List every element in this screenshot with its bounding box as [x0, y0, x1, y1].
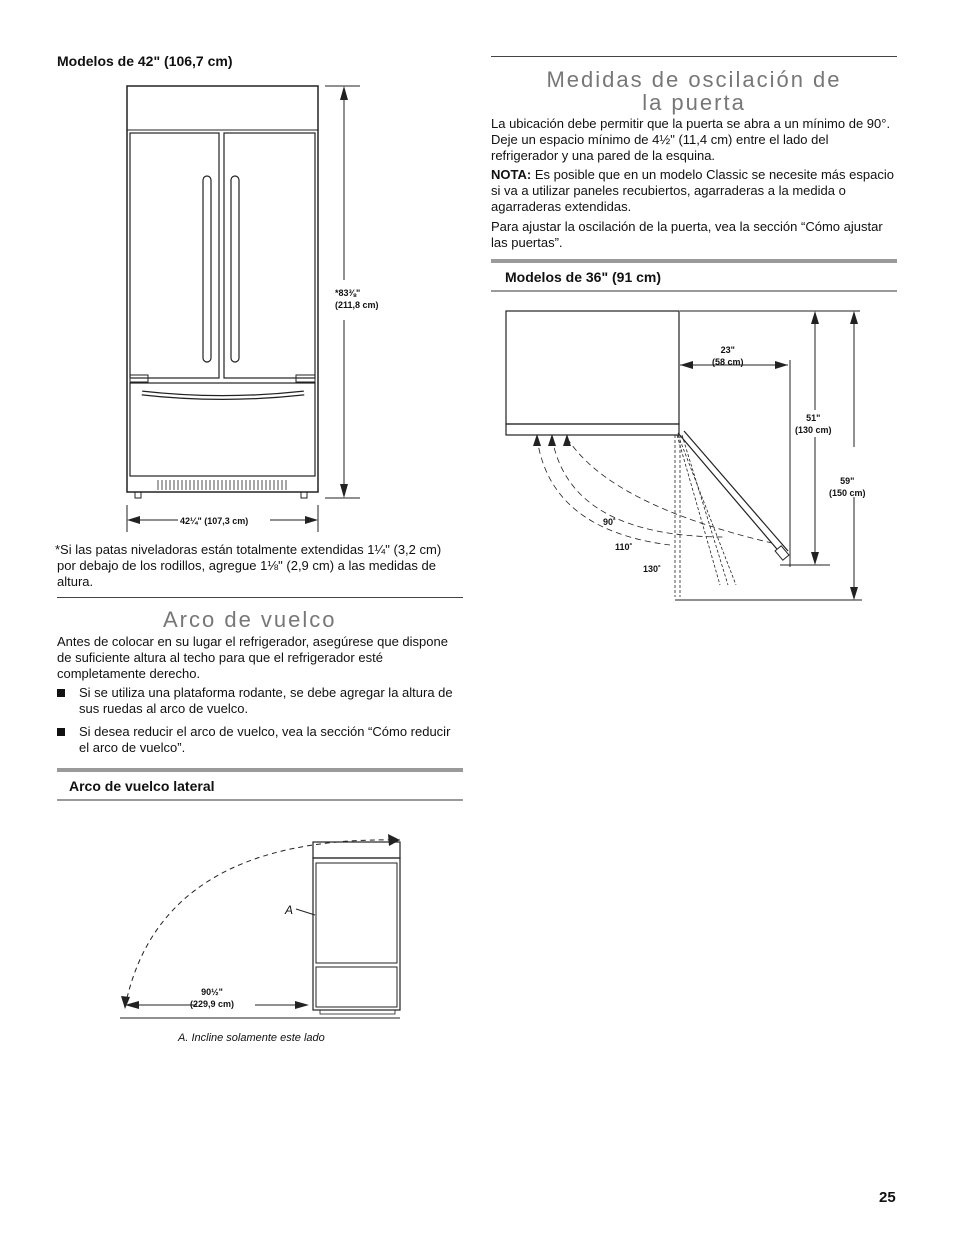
dim-51-line2: (130 cm)	[795, 425, 832, 435]
angle-90-label: 90˚	[603, 517, 617, 527]
divider-swing	[491, 56, 897, 57]
nota-text: Es posible que en un modelo Classic se necesite más espacio si va a utilizar paneles recubiertos, agarraderas a la medida o agarraderas extendidas.	[491, 167, 894, 214]
dim-59-line1: 59"	[840, 476, 855, 486]
angle-110-label: 110˚	[615, 542, 633, 552]
dim-59-line2: (150 cm)	[829, 488, 866, 498]
divider-tip	[57, 597, 463, 598]
bullet-marker	[57, 728, 65, 736]
dim-tip-line1: 90½"	[201, 987, 223, 997]
heading-bar-bottom	[57, 799, 463, 801]
dim-51	[795, 412, 832, 436]
bullet-item-2: Si desea reducir el arco de vuelco, vea la sección “Cómo reducir el arco de vuelco”.	[79, 724, 451, 755]
footnote: *Si las patas niveladoras están totalmente extendidas 1¼" (3,2 cm) por debajo de los rodillos, agregue 1⅛" (2,9 cm) a las medidas de altura.	[55, 542, 442, 589]
swing-para1: La ubicación debe permitir que la puerta se abra a un mínimo de 90°. Deje un espacio mínimo de 4½" (11,4 cm) entre el lado del refrigerador y una pared de la esquina.	[491, 116, 891, 163]
tilt-arc-diagram	[110, 815, 410, 1025]
dim-59	[829, 475, 866, 499]
swing-title	[491, 68, 897, 114]
bullet-item-1: Si se utiliza una plataforma rodante, se debe agregar la altura de sus ruedas al arco de vuelco.	[79, 685, 453, 716]
bullet-marker	[57, 689, 65, 697]
dim-23	[712, 344, 744, 368]
heading-bar-top	[491, 259, 897, 263]
tip-arc-title: Arco de vuelco	[163, 607, 337, 632]
swing-para3: Para ajustar la oscilación de la puerta, vea la sección “Cómo ajustar las puertas”.	[491, 219, 883, 250]
angle-130-label: 130˚	[643, 564, 662, 574]
dim-51-line1: 51"	[806, 413, 821, 423]
swing-title-line1: Medidas de oscilación de	[546, 67, 842, 92]
caption-a: A. Incline solamente este lado	[178, 1032, 325, 1044]
page-number: 25	[879, 1189, 896, 1206]
dim-width-42: 42¼" (107,3 cm)	[180, 516, 249, 526]
door-swing-diagram	[500, 305, 870, 605]
swing-nota	[491, 167, 897, 215]
heading-bar-top	[57, 768, 463, 772]
swing-title-line2: la puerta	[642, 90, 746, 115]
heading-bar-bottom	[491, 290, 897, 292]
dim-23-line2: (58 cm)	[712, 357, 744, 367]
dim-height-42	[335, 287, 379, 311]
dim-tip-line2: (229,9 cm)	[190, 999, 235, 1009]
tip-intro: Antes de colocar en su lugar el refrigerador, asegúrese que dispone de suficiente altura al techo para que el refrigerador esté completamente derecho.	[57, 634, 448, 681]
dim-23-line1: 23"	[720, 345, 735, 355]
side-tip-heading: Arco de vuelco lateral	[69, 778, 215, 794]
label-a: A	[285, 903, 294, 917]
heading-36-models: Modelos de 36" (91 cm)	[505, 269, 662, 285]
nota-label: NOTA:	[491, 167, 532, 182]
dim-height-line1: *83⅜"	[335, 288, 361, 298]
dim-height-line2: (211,8 cm)	[335, 300, 379, 310]
dim-tip-arc	[190, 986, 234, 1010]
heading-42-models: Modelos de 42" (106,7 cm)	[57, 53, 233, 69]
